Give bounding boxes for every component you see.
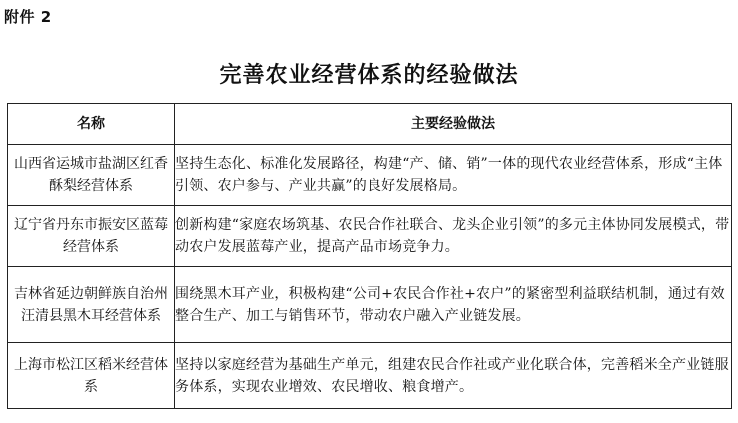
- table-row: [8, 267, 732, 343]
- row-method-cell: 创新构建“家庭农场筑基、农民合作社联合、龙头企业引领”的多元主体协同发展模式，带动农户发展蓝莓产业，提高产品市场竞争力。: [175, 206, 732, 267]
- column-header-name: 名称: [8, 104, 175, 145]
- row-method-cell: 坚持生态化、标准化发展路径，构建“产、储、销”一体的现代农业经营体系，形成“主体引领、农户参与、产业共赢”的良好发展格局。: [175, 145, 732, 206]
- experience-table: [7, 103, 732, 409]
- row-name-cell: 山西省运城市盐湖区红香酥梨经营体系: [8, 145, 175, 206]
- column-header-method: 主要经验做法: [175, 104, 732, 145]
- row-name-cell: 吉林省延边朝鲜族自治州汪清县黑木耳经营体系: [8, 267, 175, 343]
- document-title: 完善农业经营体系的经验做法: [219, 62, 519, 88]
- table-row: [8, 206, 732, 267]
- row-name-cell: 上海市松江区稻米经营体系: [8, 343, 175, 409]
- table-row: [8, 145, 732, 206]
- table-row: [8, 343, 732, 409]
- table-header-row: [8, 104, 732, 145]
- attachment-label: 附件 2: [4, 8, 52, 26]
- row-method-cell: 围绕黑木耳产业，积极构建“公司+农民合作社+农户”的紧密型利益联结机制，通过有效整合生产、加工与销售环节，带动农户融入产业链发展。: [175, 267, 732, 343]
- row-method-cell: 坚持以家庭经营为基础生产单元，组建农民合作社或产业化联合体，完善稻米全产业链服务体系，实现农业增效、农民增收、粮食增产。: [175, 343, 732, 409]
- row-name-cell: 辽宁省丹东市振安区蓝莓经营体系: [8, 206, 175, 267]
